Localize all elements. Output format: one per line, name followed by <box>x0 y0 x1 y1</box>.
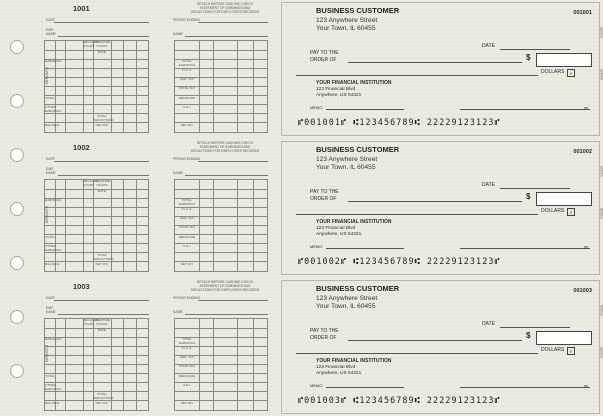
memo-field[interactable] <box>326 387 404 388</box>
amount-field[interactable] <box>536 192 592 206</box>
edge-text: DETACH <box>599 347 603 358</box>
date-label: DATE <box>482 182 495 188</box>
check-section <box>0 0 603 138</box>
micr-line: ⑈001001⑈ ⑆123456789⑆ 22229123123⑈ <box>298 117 501 127</box>
date-field[interactable] <box>500 49 570 50</box>
signature-line[interactable] <box>460 248 590 249</box>
memo-field[interactable] <box>326 248 404 249</box>
deductions-grid: TOTAL EARNINGS F.I.C.A. FED. TAX STATE TAX MEDICARE S.D.I. NET PAY <box>174 318 268 411</box>
pay-to-label: PAY TO THE ORDER OF <box>310 50 339 63</box>
lock-icon: 🔒 <box>567 69 575 77</box>
payee-field[interactable] <box>348 340 522 341</box>
amount-field[interactable] <box>536 53 592 67</box>
dollars-label: DOLLARS <box>541 208 565 214</box>
lock-icon: 🔒 <box>567 208 575 216</box>
date-label: DATE <box>482 321 495 327</box>
pay-stub <box>40 278 280 416</box>
check <box>281 141 603 275</box>
check-section <box>0 139 603 277</box>
stub-number: 1001 <box>73 4 90 13</box>
business-name: BUSINESS CUSTOMER <box>316 145 400 154</box>
micr-line: ⑈001003⑈ ⑆123456789⑆ 22229123123⑈ <box>298 395 501 405</box>
name-label: NAME <box>173 171 183 175</box>
edge-text: DETACH <box>599 69 603 80</box>
check <box>281 280 603 414</box>
stub-number: 1002 <box>73 143 90 152</box>
memo-label: MEMO <box>310 105 323 110</box>
detach-notice: DETACH BEFORE CASHING CHECK STATEMENT OF EARNINGS AND DEDUCTIONS FOR EMPLOYEES RECORDS <box>190 280 260 293</box>
date-field[interactable] <box>500 327 570 328</box>
date-label: DATE <box>46 18 55 22</box>
signature-line[interactable] <box>460 109 590 110</box>
business-address-line2: Your Town, IL 60455 <box>316 303 376 310</box>
check-number: 001003 <box>573 288 592 294</box>
earnings-grid: REGULAR HOURS OVERTIME HOURS RATE EARNINGS TOTAL OTHER EARNINGS BALANCE TOTAL DEDUCTIONS NET PAY <box>44 318 149 411</box>
pay-to-label: PAY TO THE ORDER OF <box>310 189 339 202</box>
signature-line[interactable] <box>460 387 590 388</box>
edge-text: DETACH <box>599 208 603 219</box>
business-address-line1: 123 Anywhere Street <box>316 295 378 302</box>
period-ending-label: PERIOD ENDING <box>173 18 201 22</box>
payee-field[interactable] <box>348 201 522 202</box>
micr-line: ⑈001002⑈ ⑆123456789⑆ 22229123123⑈ <box>298 256 501 266</box>
amount-words-field[interactable] <box>296 75 538 76</box>
dollar-sign: $ <box>526 53 531 62</box>
deposits-label: DEPOSITS <box>45 205 49 223</box>
pay-to-label: PAY TO THE ORDER OF <box>310 328 339 341</box>
check-number: 001001 <box>573 10 592 16</box>
business-address-line2: Your Town, IL 60455 <box>316 25 376 32</box>
amount-field[interactable] <box>536 331 592 345</box>
payee-field[interactable] <box>348 62 522 63</box>
bank-info: YOUR FINANCIAL INSTITUTION 123 Financial Blvd Anywhere, US 54321 <box>316 219 392 237</box>
dollar-sign: $ <box>526 331 531 340</box>
mp-label: MP <box>584 245 589 249</box>
emp-name-label: EMP. NAME <box>46 28 56 36</box>
period-ending-label: PERIOD ENDING <box>173 157 201 161</box>
name-label: NAME <box>173 310 183 314</box>
earnings-grid: REGULAR HOURS OVERTIME HOURS RATE EARNINGS TOTAL OTHER EARNINGS BALANCE TOTAL DEDUCTIONS NET PAY <box>44 40 149 133</box>
business-name: BUSINESS CUSTOMER <box>316 6 400 15</box>
edge-text: DETACH <box>599 166 603 177</box>
dollar-sign: $ <box>526 192 531 201</box>
deposits-label: DEPOSITS <box>45 66 49 84</box>
check-number: 001002 <box>573 149 592 155</box>
business-address-line1: 123 Anywhere Street <box>316 156 378 163</box>
name-label: NAME <box>173 32 183 36</box>
edge-text: DETACH <box>599 305 603 316</box>
memo-label: MEMO <box>310 383 323 388</box>
check <box>281 2 603 136</box>
pay-stub <box>40 0 280 138</box>
stub-number: 1003 <box>73 282 90 291</box>
dollars-label: DOLLARS <box>541 69 565 75</box>
date-label: DATE <box>46 157 55 161</box>
edge-text: DETACH <box>599 27 603 38</box>
lock-icon: 🔒 <box>567 347 575 355</box>
memo-label: MEMO <box>310 244 323 249</box>
period-ending-label: PERIOD ENDING <box>173 296 201 300</box>
deductions-grid: TOTAL EARNINGS F.I.C.A. FED. TAX STATE TAX MEDICARE S.D.I. NET PAY <box>174 179 268 272</box>
check-section <box>0 278 603 416</box>
detach-notice: DETACH BEFORE CASHING CHECK STATEMENT OF EARNINGS AND DEDUCTIONS FOR EMPLOYEES RECORDS <box>190 141 260 154</box>
amount-words-field[interactable] <box>296 353 538 354</box>
memo-field[interactable] <box>326 109 404 110</box>
dollars-label: DOLLARS <box>541 347 565 353</box>
mp-label: MP <box>584 384 589 388</box>
business-name: BUSINESS CUSTOMER <box>316 284 400 293</box>
detach-notice: DETACH BEFORE CASHING CHECK STATEMENT OF EARNINGS AND DEDUCTIONS FOR EMPLOYEES RECORDS <box>190 2 260 15</box>
emp-name-label: EMP. NAME <box>46 167 56 175</box>
deposits-label: DEPOSITS <box>45 344 49 362</box>
date-label: DATE <box>46 296 55 300</box>
pay-stub <box>40 139 280 277</box>
deductions-grid: TOTAL EARNINGS F.I.C.A. FED. TAX STATE TAX MEDICARE S.D.I. NET PAY <box>174 40 268 133</box>
bank-info: YOUR FINANCIAL INSTITUTION 123 Financial Blvd Anywhere, US 54321 <box>316 80 392 98</box>
mp-label: MP <box>584 106 589 110</box>
business-address-line1: 123 Anywhere Street <box>316 17 378 24</box>
business-address-line2: Your Town, IL 60455 <box>316 164 376 171</box>
date-label: DATE <box>482 43 495 49</box>
date-field[interactable] <box>500 188 570 189</box>
earnings-grid: REGULAR HOURS OVERTIME HOURS RATE EARNINGS TOTAL OTHER EARNINGS BALANCE TOTAL DEDUCTIONS NET PAY <box>44 179 149 272</box>
amount-words-field[interactable] <box>296 214 538 215</box>
emp-name-label: EMP. NAME <box>46 306 56 314</box>
bank-info: YOUR FINANCIAL INSTITUTION 123 Financial Blvd Anywhere, US 54321 <box>316 358 392 376</box>
